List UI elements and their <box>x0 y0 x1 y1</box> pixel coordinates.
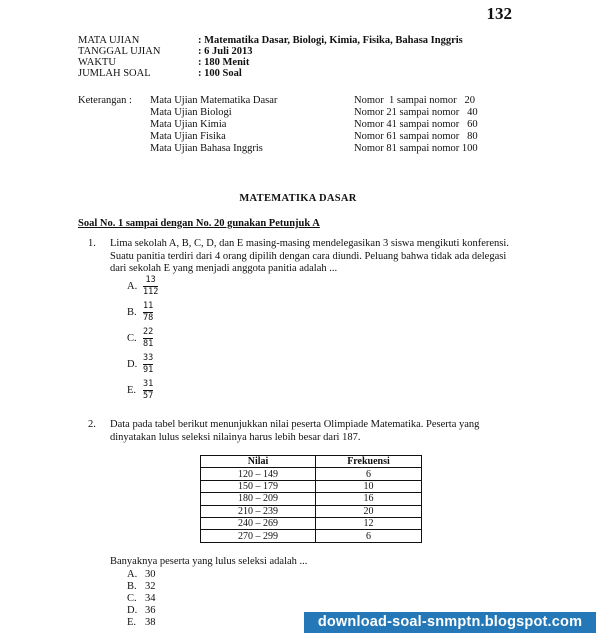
instruction: Soal No. 1 sampai dengan No. 20 gunakan Petunjuk A <box>78 218 320 229</box>
keterangan-range: Nomor 61 sampai nomor 80 <box>354 131 478 142</box>
question-2-number: 2. <box>88 419 96 430</box>
table-row <box>201 468 422 480</box>
keterangan-range: Nomor 41 sampai nomor 60 <box>354 119 478 130</box>
numerator: 11 <box>143 301 154 311</box>
q2-option-letter: A. <box>127 569 138 580</box>
header-value-waktu: : 180 Menit <box>198 57 250 68</box>
q2-option-value: 36 <box>145 605 156 616</box>
q1-option-b-fraction <box>143 302 153 323</box>
table-cell: 180 – 209 <box>201 493 316 505</box>
table-cell: 10 <box>316 480 422 492</box>
table-cell: 150 – 179 <box>201 480 316 492</box>
question-2-prompt: Banyaknya peserta yang lulus seleksi adalah ... <box>110 556 308 567</box>
q2-option-letter: E. <box>127 617 137 628</box>
table-cell: 16 <box>316 493 422 505</box>
table-row <box>201 530 422 542</box>
q2-option-value: 32 <box>145 581 156 592</box>
header-value-tanggal: : 6 Juli 2013 <box>198 46 253 57</box>
section-title: MATEMATIKA DASAR <box>239 193 357 204</box>
denominator: 57 <box>143 391 154 401</box>
table-cell: 6 <box>316 530 422 542</box>
q1-option-letter: D. <box>127 359 138 370</box>
keterangan-range: Nomor 21 sampai nomor 40 <box>354 107 478 118</box>
question-1-number: 1. <box>88 238 96 249</box>
table-row <box>201 505 422 517</box>
table-row <box>201 480 422 492</box>
keterangan-subject: Mata Ujian Kimia <box>150 119 227 130</box>
q1-option-letter: E. <box>127 385 137 396</box>
header-value-mata-ujian: : Matematika Dasar, Biologi, Kimia, Fisika, Bahasa Inggris <box>198 35 463 46</box>
watermark-banner: download-soal-snmptn.blogspot.com <box>304 612 596 633</box>
denominator: 81 <box>143 339 154 349</box>
keterangan-range: Nomor 1 sampai nomor 20 <box>354 95 476 106</box>
header-value-jumlah-soal: : 100 Soal <box>198 68 242 79</box>
q2-option-letter: D. <box>127 605 138 616</box>
page-number: 132 <box>486 4 512 23</box>
numerator: 22 <box>143 327 154 337</box>
keterangan-subject: Mata Ujian Bahasa Inggris <box>150 143 263 154</box>
header-label-jumlah-soal: JUMLAH SOAL <box>78 68 151 79</box>
table-row <box>201 493 422 505</box>
table-cell: 210 – 239 <box>201 505 316 517</box>
header-label-waktu: WAKTU <box>78 57 116 68</box>
keterangan-subject: Mata Ujian Biologi <box>150 107 232 118</box>
denominator: 91 <box>143 365 154 375</box>
table-cell: 20 <box>316 505 422 517</box>
keterangan-label: Keterangan : <box>78 95 132 106</box>
q1-option-letter: A. <box>127 281 138 292</box>
q2-option-letter: C. <box>127 593 137 604</box>
table-cell: 240 – 269 <box>201 517 316 529</box>
q1-option-e-fraction <box>143 380 153 401</box>
denominator: 112 <box>143 287 159 297</box>
q1-option-d-fraction <box>143 354 153 375</box>
q2-option-value: 34 <box>145 593 156 604</box>
table-row <box>201 517 422 529</box>
denominator: 78 <box>143 313 154 323</box>
q1-option-c-fraction <box>143 328 153 349</box>
column-header: Nilai <box>201 456 316 468</box>
keterangan-subject: Mata Ujian Fisika <box>150 131 226 142</box>
header-label-mata-ujian: MATA UJIAN <box>78 35 140 46</box>
q2-option-value: 30 <box>145 569 156 580</box>
table-cell: 6 <box>316 468 422 480</box>
numerator: 33 <box>143 353 154 363</box>
q2-option-value: 38 <box>145 617 156 628</box>
column-header: Frekuensi <box>316 456 422 468</box>
table-cell: 12 <box>316 517 422 529</box>
question-1-text: Lima sekolah A, B, C, D, dan E masing-masing mendelegasikan 3 siswa mengikuti konferensi. Suatu panitia terdiri dari 4 orang dipilih dengan cara diundi. Peluang bahwa tidak ada delegasi dari sekolah E yang menjadi anggota panitia adalah ... <box>110 238 509 274</box>
q2-option-letter: B. <box>127 581 137 592</box>
numerator: 13 <box>145 275 156 285</box>
numerator: 31 <box>143 379 154 389</box>
table-cell: 120 – 149 <box>201 468 316 480</box>
q1-option-a-fraction <box>143 276 158 297</box>
frequency-table <box>200 455 422 543</box>
question-2-text: Data pada tabel berikut menunjukkan nilai peserta Olimpiade Matematika. Peserta yang dinyatakan lulus seleksi nilainya harus lebih besar dari 187. <box>110 419 480 443</box>
q1-option-letter: C. <box>127 333 137 344</box>
table-header-row <box>201 456 422 468</box>
header-label-tanggal: TANGGAL UJIAN <box>78 46 161 57</box>
table-cell: 270 – 299 <box>201 530 316 542</box>
keterangan-subject: Mata Ujian Matematika Dasar <box>150 95 278 106</box>
keterangan-range: Nomor 81 sampai nomor 100 <box>354 143 478 154</box>
q1-option-letter: B. <box>127 307 137 318</box>
